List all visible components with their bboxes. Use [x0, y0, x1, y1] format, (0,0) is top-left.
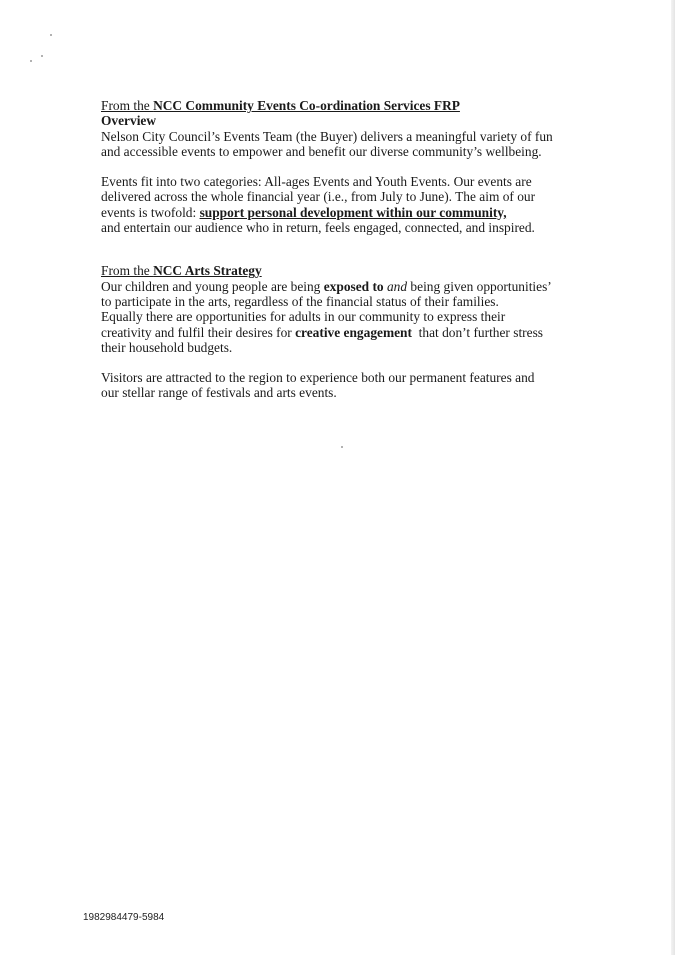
- scan-speck: [30, 60, 32, 62]
- document-id: 1982984479-5984: [83, 912, 165, 923]
- section2-line5: their household budgets.: [101, 339, 233, 355]
- section1-source-title: NCC Community Events Co-ordination Services FRP: [153, 98, 460, 113]
- section2-line3: Equally there are opportunities for adults in our community to express their: [101, 309, 506, 325]
- section1-para2-emphasis: support personal development within our community,: [199, 204, 507, 220]
- section1-para2-line2: delivered across the whole financial year (i.e., from July to June). The aim of our: [101, 189, 536, 205]
- section2-line4: [101, 325, 571, 340]
- section2-source-prefix: From the: [101, 263, 154, 279]
- section1-para2-line1: Events fit into two categories: All-ages Events and Youth Events. Our events are: [101, 174, 532, 190]
- section2-line1-bold: exposed to: [323, 278, 384, 294]
- section2-source: [101, 263, 262, 278]
- section2-para2-line2: our stellar range of festivals and arts events.: [101, 385, 337, 401]
- section1-source: [101, 98, 460, 113]
- section2-line1-prefix: Our children and young people are being: [101, 278, 324, 294]
- section1-para2-line4: and entertain our audience who in return, feels engaged, connected, and inspired.: [101, 220, 535, 236]
- section1-para1-line2: and accessible events to empower and benefit our diverse community’s wellbeing.: [101, 143, 542, 159]
- section1-source-prefix: From the: [101, 98, 154, 113]
- section1-heading: Overview: [101, 113, 157, 129]
- scan-speck: [50, 34, 52, 36]
- section1-para1-line1: Nelson City Council’s Events Team (the Buyer) delivers a meaningful variety of fun: [101, 128, 553, 144]
- section2-line2: to participate in the arts, regardless of the financial status of their families.: [101, 293, 499, 309]
- scan-speck: [41, 55, 43, 57]
- section2-line1-suffix: being given opportunities’: [407, 278, 552, 294]
- section1-para2-line3-prefix: events is twofold:: [101, 204, 200, 220]
- section2-line4-suffix: that don’t further stress: [411, 324, 543, 340]
- section2-source-title: NCC Arts Strategy: [153, 263, 262, 279]
- scan-speck: [341, 446, 343, 448]
- section1-source-line: [101, 98, 571, 113]
- section2-line1-italic: and: [386, 278, 408, 294]
- section1-para2-line3: [101, 205, 571, 220]
- page-edge-shadow: [671, 0, 675, 955]
- document-body: [101, 98, 571, 401]
- section2-line4-prefix: creativity and fulfil their desires for: [101, 324, 296, 340]
- section2-line4-bold: creative engagement: [295, 324, 412, 340]
- section2-para2-line1: Visitors are attracted to the region to experience both our permanent features and: [101, 370, 535, 386]
- section2-source-line: [101, 263, 571, 278]
- section2-line1: [101, 279, 571, 294]
